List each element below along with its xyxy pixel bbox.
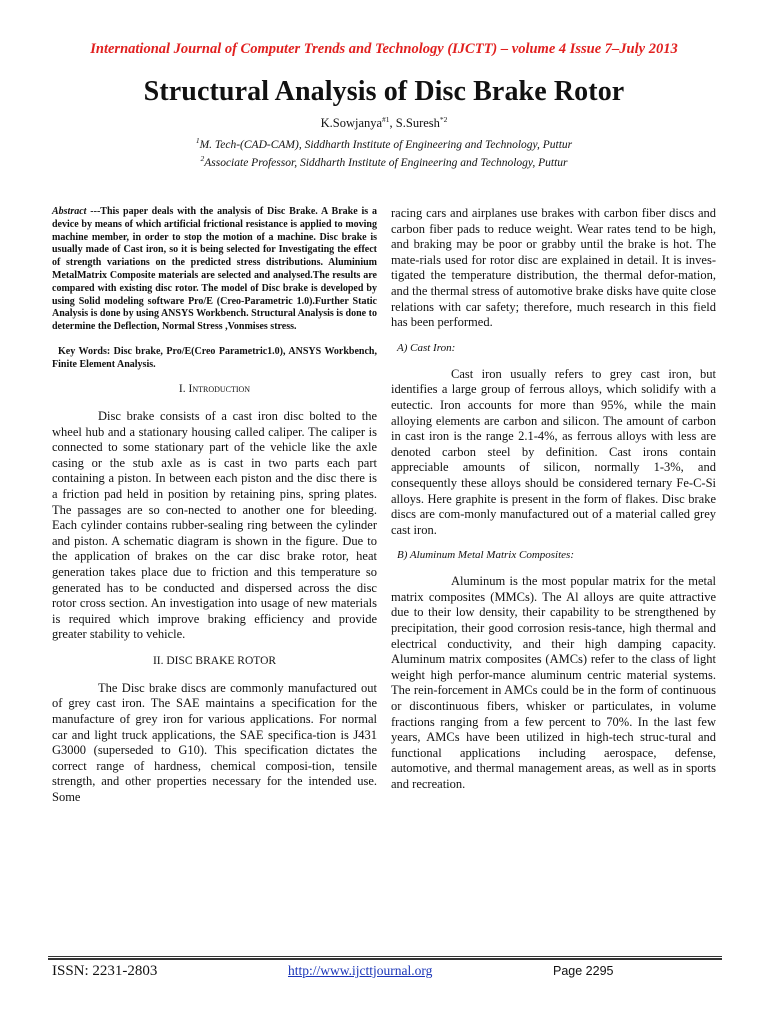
affiliation-2 <box>0 154 768 169</box>
abstract <box>52 206 377 334</box>
left-column <box>52 206 377 806</box>
affiliation-2-mark: 2 <box>200 154 205 164</box>
disc-brake-rotor-paragraph: The Disc brake discs are commonly manufactured out of grey cast iron. The SAE maintains a specification for the manufacture of grey iron for various applications. For normal car and light truck applications, the SAE specifica-tion is J431 G3000 (superseded to G10). This specification dictates the correct range of hardness, chemical composi-tion, tensile strength, and other properties necessary for the intended use. Some <box>52 680 377 805</box>
affiliation-2-text: Associate Professor, Siddharth Institute of Engineering and Technology, Puttur <box>204 157 568 169</box>
author-2-mark: *2 <box>439 114 448 124</box>
journal-header: International Journal of Computer Trends and Technology (IJCTT) – volume 4 Issue 7–July 2013 <box>90 41 678 57</box>
author-1-mark: #1 <box>382 114 390 124</box>
author-1: K.Sowjanya <box>320 116 383 130</box>
introduction-paragraph: Disc brake consists of a cast iron disc bolted to the wheel hub and a stationary housing called caliper. The caliper is connected to some stationary part of the vehicle like the axle casing or the stub axle as is cast in two parts each part containing a piston. In between each piston and the disc there is a friction pad held in position by retaining pins, spring plates. The passages are so con-nected to another one for bleeding. Each cylinder contains rubber-sealing ring between the cylinder and piston. A schematic diagram is shown in the figure. Due to the application of brakes on the car disc brake rotor, heat generation takes place due to friction and this temperature so generated has to be conducted and dispersed across the disc rotor cross section. An investigation into usage of new materials is required which improve braking efficiency and provide greater stability to vehicle. <box>52 408 377 642</box>
right-column <box>391 206 716 793</box>
footer-issn: ISSN: 2231-2803 <box>52 963 158 979</box>
paper-title: Structural Analysis of Disc Brake Rotor <box>143 76 625 107</box>
section-heading-introduction <box>52 383 377 395</box>
keywords: Key Words: Disc brake, Pro/E(Creo Parametric1.0), ANSYS Workbench, Finite Element Analysis. <box>52 345 377 370</box>
affiliation-1 <box>0 136 768 151</box>
subsection-heading-aluminum-mmc: B) Aluminum Metal Matrix Composites: <box>397 549 574 562</box>
author-2: S.Suresh <box>395 116 440 130</box>
affiliation-1-mark: 1 <box>195 136 200 146</box>
author-separator: , <box>389 116 396 130</box>
author-line <box>0 116 768 131</box>
section-number: I. <box>178 382 189 395</box>
aluminum-mmc-paragraph: Aluminum is the most popular matrix for the metal matrix composites (MMCs). The Al alloys are quite attractive due to their low density, their capability to be strengthened by precipitation, their good corrosion resis-tance, high thermal and electrical conductivity, and their high damping capacity. Aluminum matrix composites (AMCs) refer to the class of light weight high perfor-mance aluminum centric material systems. The rein-forcement in AMCs could be in the form of continuous or discontinuous fibers, whisker or particulates, in volume fractions ranging from a few percent to 70%. In the last few years, AMCs have been utilized in high-tech struc-tural and functional applications including aerospace, defense, automotive, and thermal management areas, as well as in sports and recreation. <box>391 574 716 791</box>
cast-iron-paragraph: Cast iron usually refers to grey cast iron, but identifies a large group of ferrous alloys, which solidify with a eutectic. Iron accounts for more than 95%, while the main alloying elements are carbon and silicon. The amount of carbon in cast iron is the range 2.1-4%, as ferrous alloys with less are denoted carbon steel by definition. Cast irons contain appreciable amounts of silicon, normally 1-3%, and consequently these alloys should be considered ternary Fe-C-Si alloys. Here graphite is present in the form of flakes. Disc brake discs are com-monly manufactured out of a material called grey cast iron. <box>391 366 716 537</box>
abstract-lead: Abstract <box>52 206 87 217</box>
section-heading-disc-brake-rotor: II. DISC BRAKE ROTOR <box>152 654 277 667</box>
affiliation-1-text: M. Tech-(CAD-CAM), Siddharth Institute of Engineering and Technology, Puttur <box>199 139 573 151</box>
disc-brake-rotor-paragraph-continued: racing cars and airplanes use brakes with carbon fiber discs and carbon fiber pads to reduce weight. Wear rates tend to be high, and braking may be poor or grabby until the brake is hot. The mate-rials used for rotor disc are explained in detail. It is inves-tigated the temperature distribution, the thermal defor-mation, and the thermal stress of automotive brake disks have quite close relations with car safety; therefore, much research in this field has been performed. <box>391 206 716 330</box>
page-number: Page 2295 <box>553 964 614 978</box>
section-title: Introduction <box>188 382 251 395</box>
subsection-heading-cast-iron: A) Cast Iron: <box>397 341 456 354</box>
journal-website-link[interactable]: http://www.ijcttjournal.org <box>288 963 433 978</box>
footer-divider <box>48 956 722 957</box>
footer-divider-thick <box>48 958 722 960</box>
abstract-text: ---This paper deals with the analysis of Disc Brake. A Brake is a device by means of which artificial frictional resistance is applied to moving machine member, in order to stop the motion of a machine. Disc brake is usually made of Cast iron, so it is being selected for Investigating the effect of strength variations on the predicted stress distributions. Aluminium MetalMatrix Composite materials are selected and analysed.The results are compared with existing disc rotor. The model of Disc brake is developed by using Solid modeling software Pro/E (Creo-Parametric 1.0).Further Static Analysis is done by using ANSYS Workbench. Structural Analysis is done to determine the Deflection, Normal Stress ,Vonmises stress. <box>52 206 377 333</box>
